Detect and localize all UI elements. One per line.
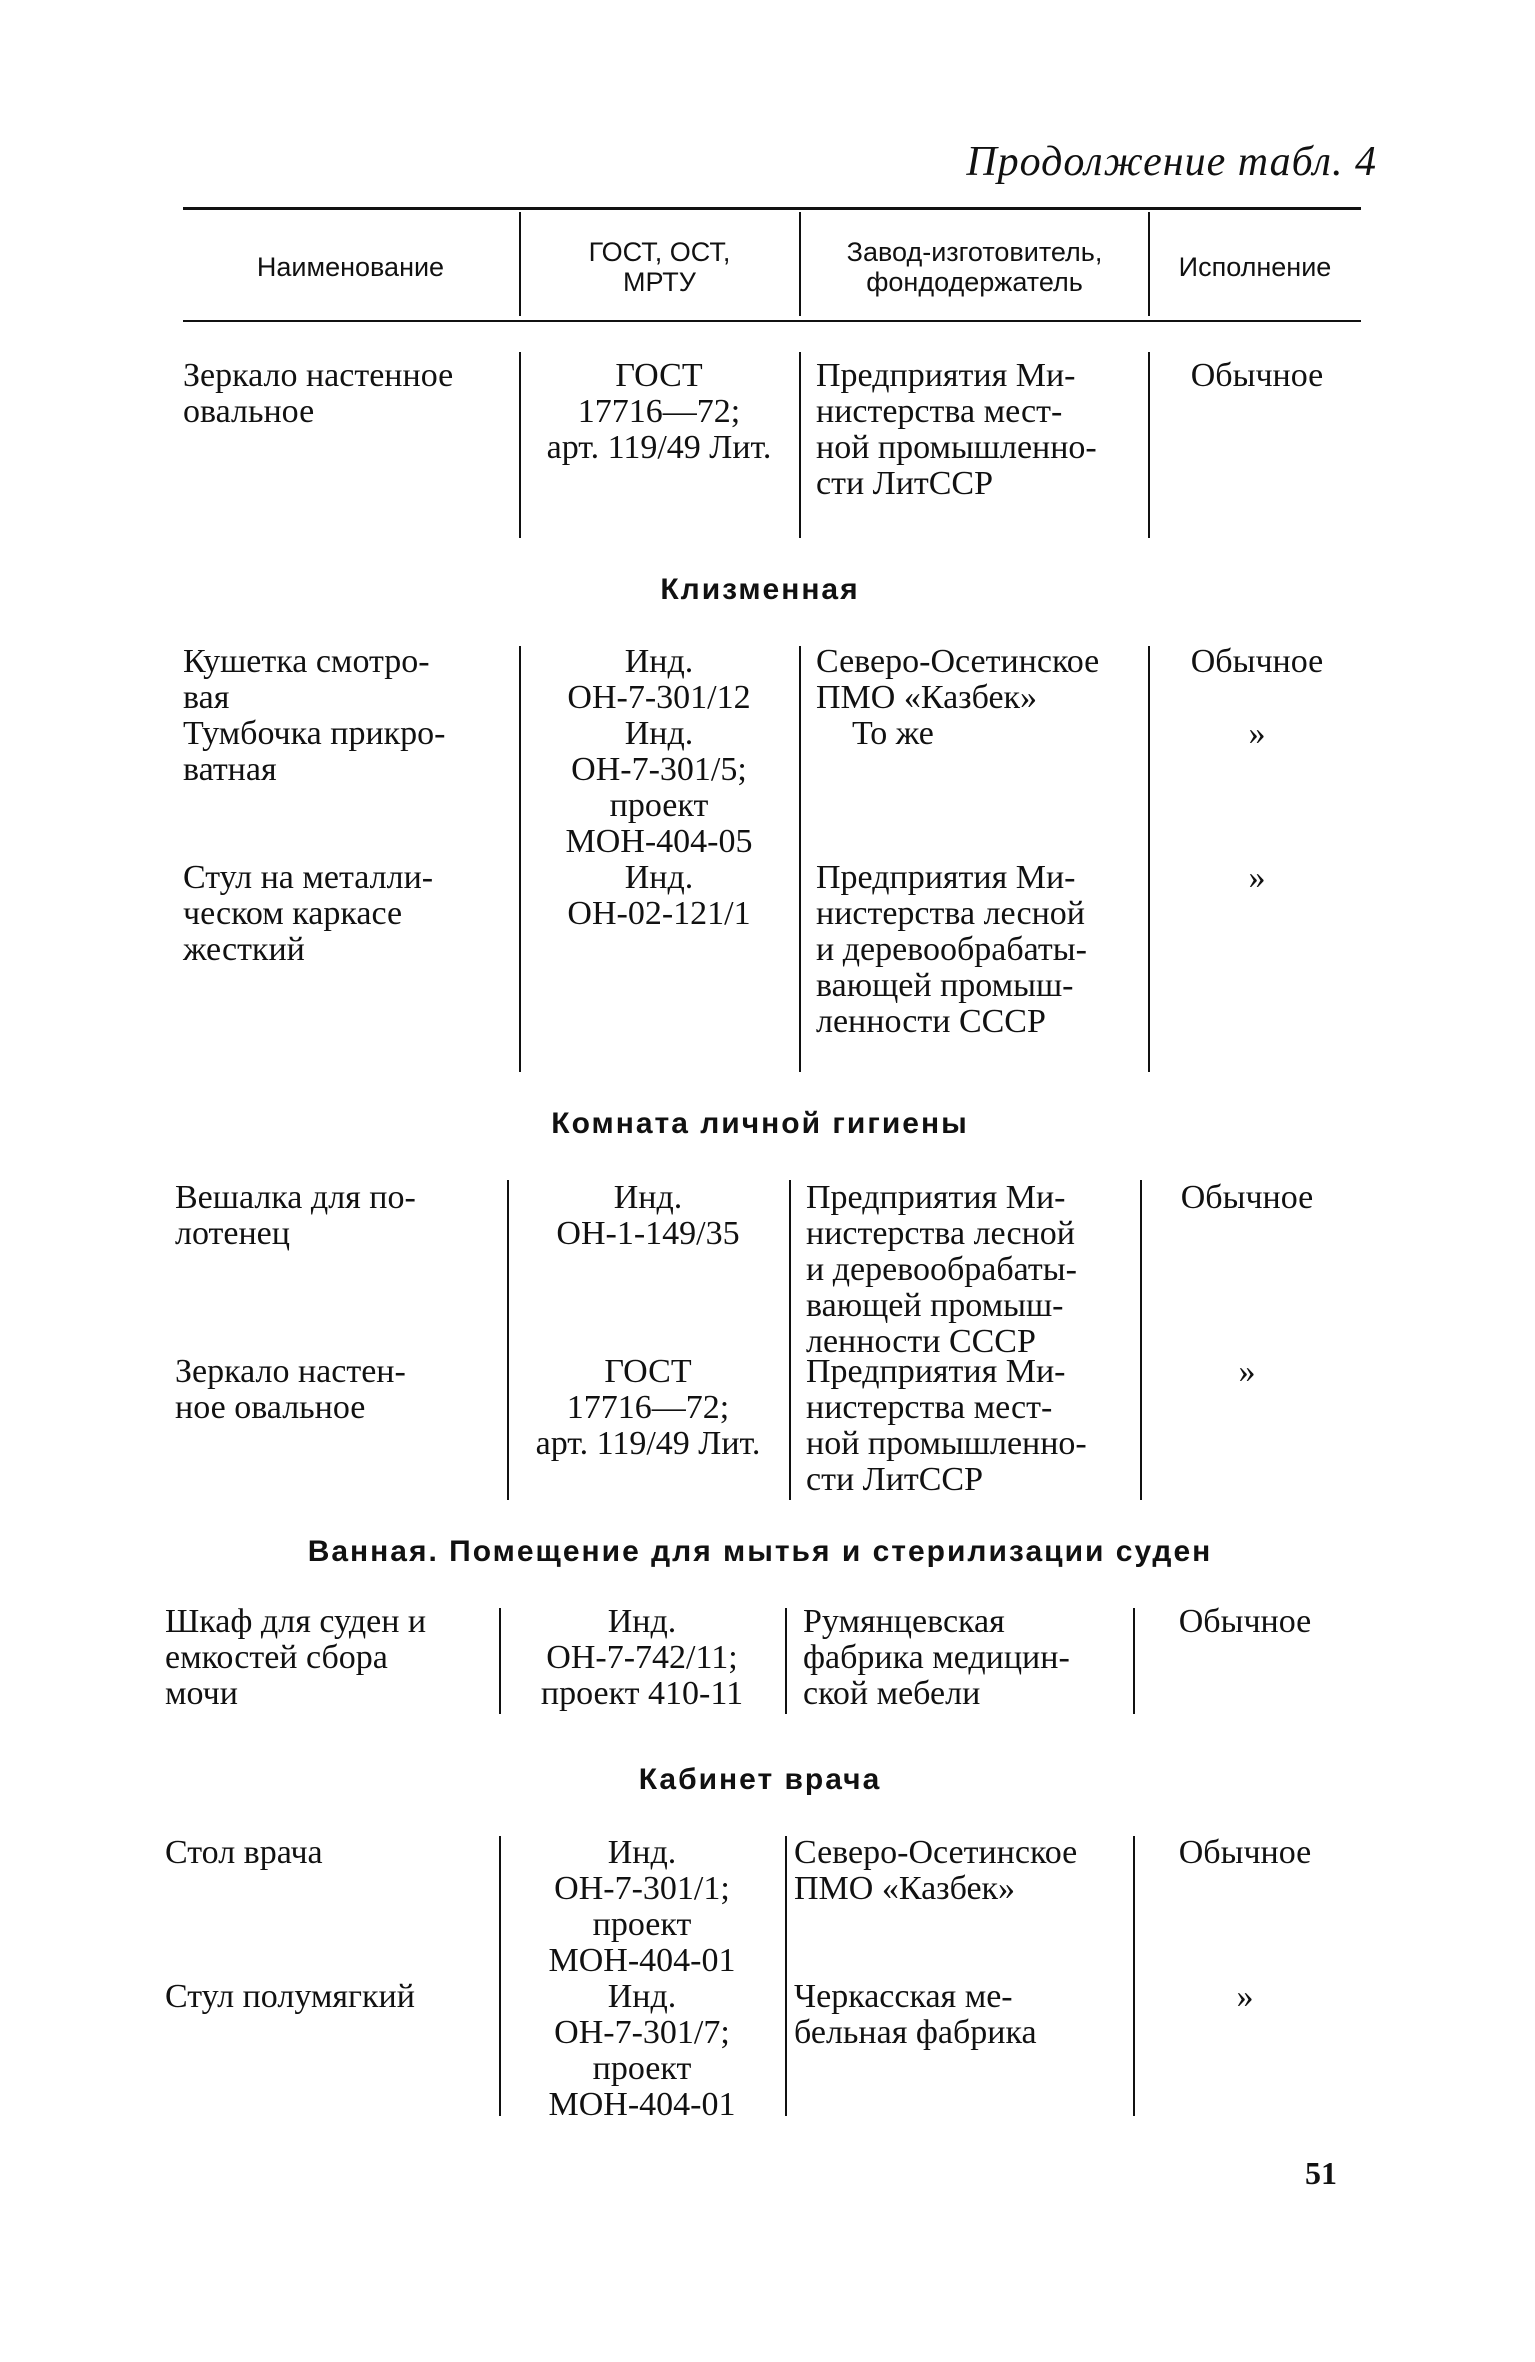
header-divider bbox=[1148, 212, 1150, 316]
column-divider bbox=[1140, 1180, 1142, 1500]
table-row-maker: Северо-Осетинское ПМО «Казбек» bbox=[794, 1834, 1078, 1907]
table-row-maker: Предприятия Ми- нистерства мест- ной промышленно- сти ЛитССР bbox=[806, 1353, 1087, 1498]
table-row-gost: Инд. ОН-1-149/35 bbox=[556, 1179, 740, 1252]
table-row-execution: Обычное bbox=[1190, 357, 1324, 394]
table-row-gost: Инд. ОН-7-301/5; проект МОН-404-05 bbox=[565, 715, 753, 860]
table-row-gost: Инд. ОН-02-121/1 bbox=[567, 859, 751, 932]
table-row-name: Стол врача bbox=[165, 1834, 323, 1871]
section-heading: Ванная. Помещение для мытья и стерилизации суден bbox=[307, 1535, 1213, 1568]
table-row-maker: Предприятия Ми- нистерства мест- ной промышленно- сти ЛитССР bbox=[816, 357, 1097, 502]
table-row-execution: Обычное bbox=[1178, 1834, 1312, 1871]
table-row-execution: » bbox=[1238, 1353, 1256, 1390]
table-row-maker: Румянцевская фабрика медицин- ской мебели bbox=[803, 1603, 1070, 1712]
table-continuation-caption: Продолжение табл. 4 bbox=[966, 139, 1377, 185]
table-row-maker: Черкасская ме- бельная фабрика bbox=[794, 1978, 1037, 2051]
table-row-name: Зеркало настен- ное овальное bbox=[175, 1353, 406, 1426]
table-row-gost: ГОСТ 17716—72; арт. 119/49 Лит. bbox=[535, 1353, 761, 1462]
column-divider bbox=[785, 1836, 787, 2116]
table-row-maker: Северо-Осетинское ПМО «Казбек» bbox=[816, 643, 1100, 716]
header-divider bbox=[799, 212, 801, 316]
column-divider bbox=[1133, 1836, 1135, 2116]
table-row-gost: Инд. ОН-7-301/12 bbox=[567, 643, 751, 716]
column-header-gost: ГОСТ, ОСТ, МРТУ bbox=[588, 237, 731, 297]
section-heading: Клизменная bbox=[660, 573, 860, 606]
column-header-maker: Завод-изготовитель, фондодержатель bbox=[846, 237, 1103, 297]
table-row-maker: Предприятия Ми- нистерства лесной и деревообрабаты- вающей промыш- ленности СССР bbox=[806, 1179, 1077, 1360]
page-number: 51 bbox=[1305, 2155, 1337, 2191]
column-divider bbox=[1148, 646, 1150, 1072]
table-header-rule bbox=[183, 320, 1361, 322]
table-row-name: Вешалка для по- лотенец bbox=[175, 1179, 416, 1252]
table-row-maker: Предприятия Ми- нистерства лесной и деревообрабаты- вающей промыш- ленности СССР bbox=[816, 859, 1087, 1040]
column-header-execution: Исполнение bbox=[1178, 252, 1332, 283]
table-row-name: Стул на металли- ческом каркасе жесткий bbox=[183, 859, 434, 968]
table-row-name: Кушетка смотро- вая bbox=[183, 643, 430, 716]
header-divider bbox=[519, 212, 521, 316]
table-row-execution: Обычное bbox=[1180, 1179, 1314, 1216]
table-row-execution: » bbox=[1248, 715, 1266, 752]
table-row-execution: » bbox=[1248, 859, 1266, 896]
column-divider bbox=[785, 1608, 787, 1714]
table-row-execution: Обычное bbox=[1178, 1603, 1312, 1640]
table-top-rule bbox=[183, 207, 1361, 210]
table-row-name: Зеркало настенное овальное bbox=[183, 357, 454, 430]
table-row-name: Стул полумягкий bbox=[165, 1978, 415, 2015]
table-row-maker: То же bbox=[852, 715, 934, 752]
column-divider bbox=[799, 646, 801, 1072]
table-row-gost: ГОСТ 17716—72; арт. 119/49 Лит. bbox=[546, 357, 772, 466]
table-row-gost: Инд. ОН-7-742/11; проект 410-11 bbox=[540, 1603, 744, 1712]
column-divider bbox=[799, 352, 801, 538]
section-heading: Комната личной гигиены bbox=[551, 1107, 969, 1140]
table-row-name: Шкаф для суден и емкостей сбора мочи bbox=[165, 1603, 427, 1712]
table-row-gost: Инд. ОН-7-301/7; проект МОН-404-01 bbox=[548, 1978, 736, 2123]
table-row-execution: » bbox=[1236, 1978, 1254, 2015]
table-row-name: Тумбочка прикро- ватная bbox=[183, 715, 446, 788]
table-row-gost: Инд. ОН-7-301/1; проект МОН-404-01 bbox=[548, 1834, 736, 1979]
column-divider bbox=[1148, 352, 1150, 538]
table-row-execution: Обычное bbox=[1190, 643, 1324, 680]
section-heading: Кабинет врача bbox=[638, 1763, 882, 1796]
column-header-name: Наименование bbox=[256, 252, 445, 283]
